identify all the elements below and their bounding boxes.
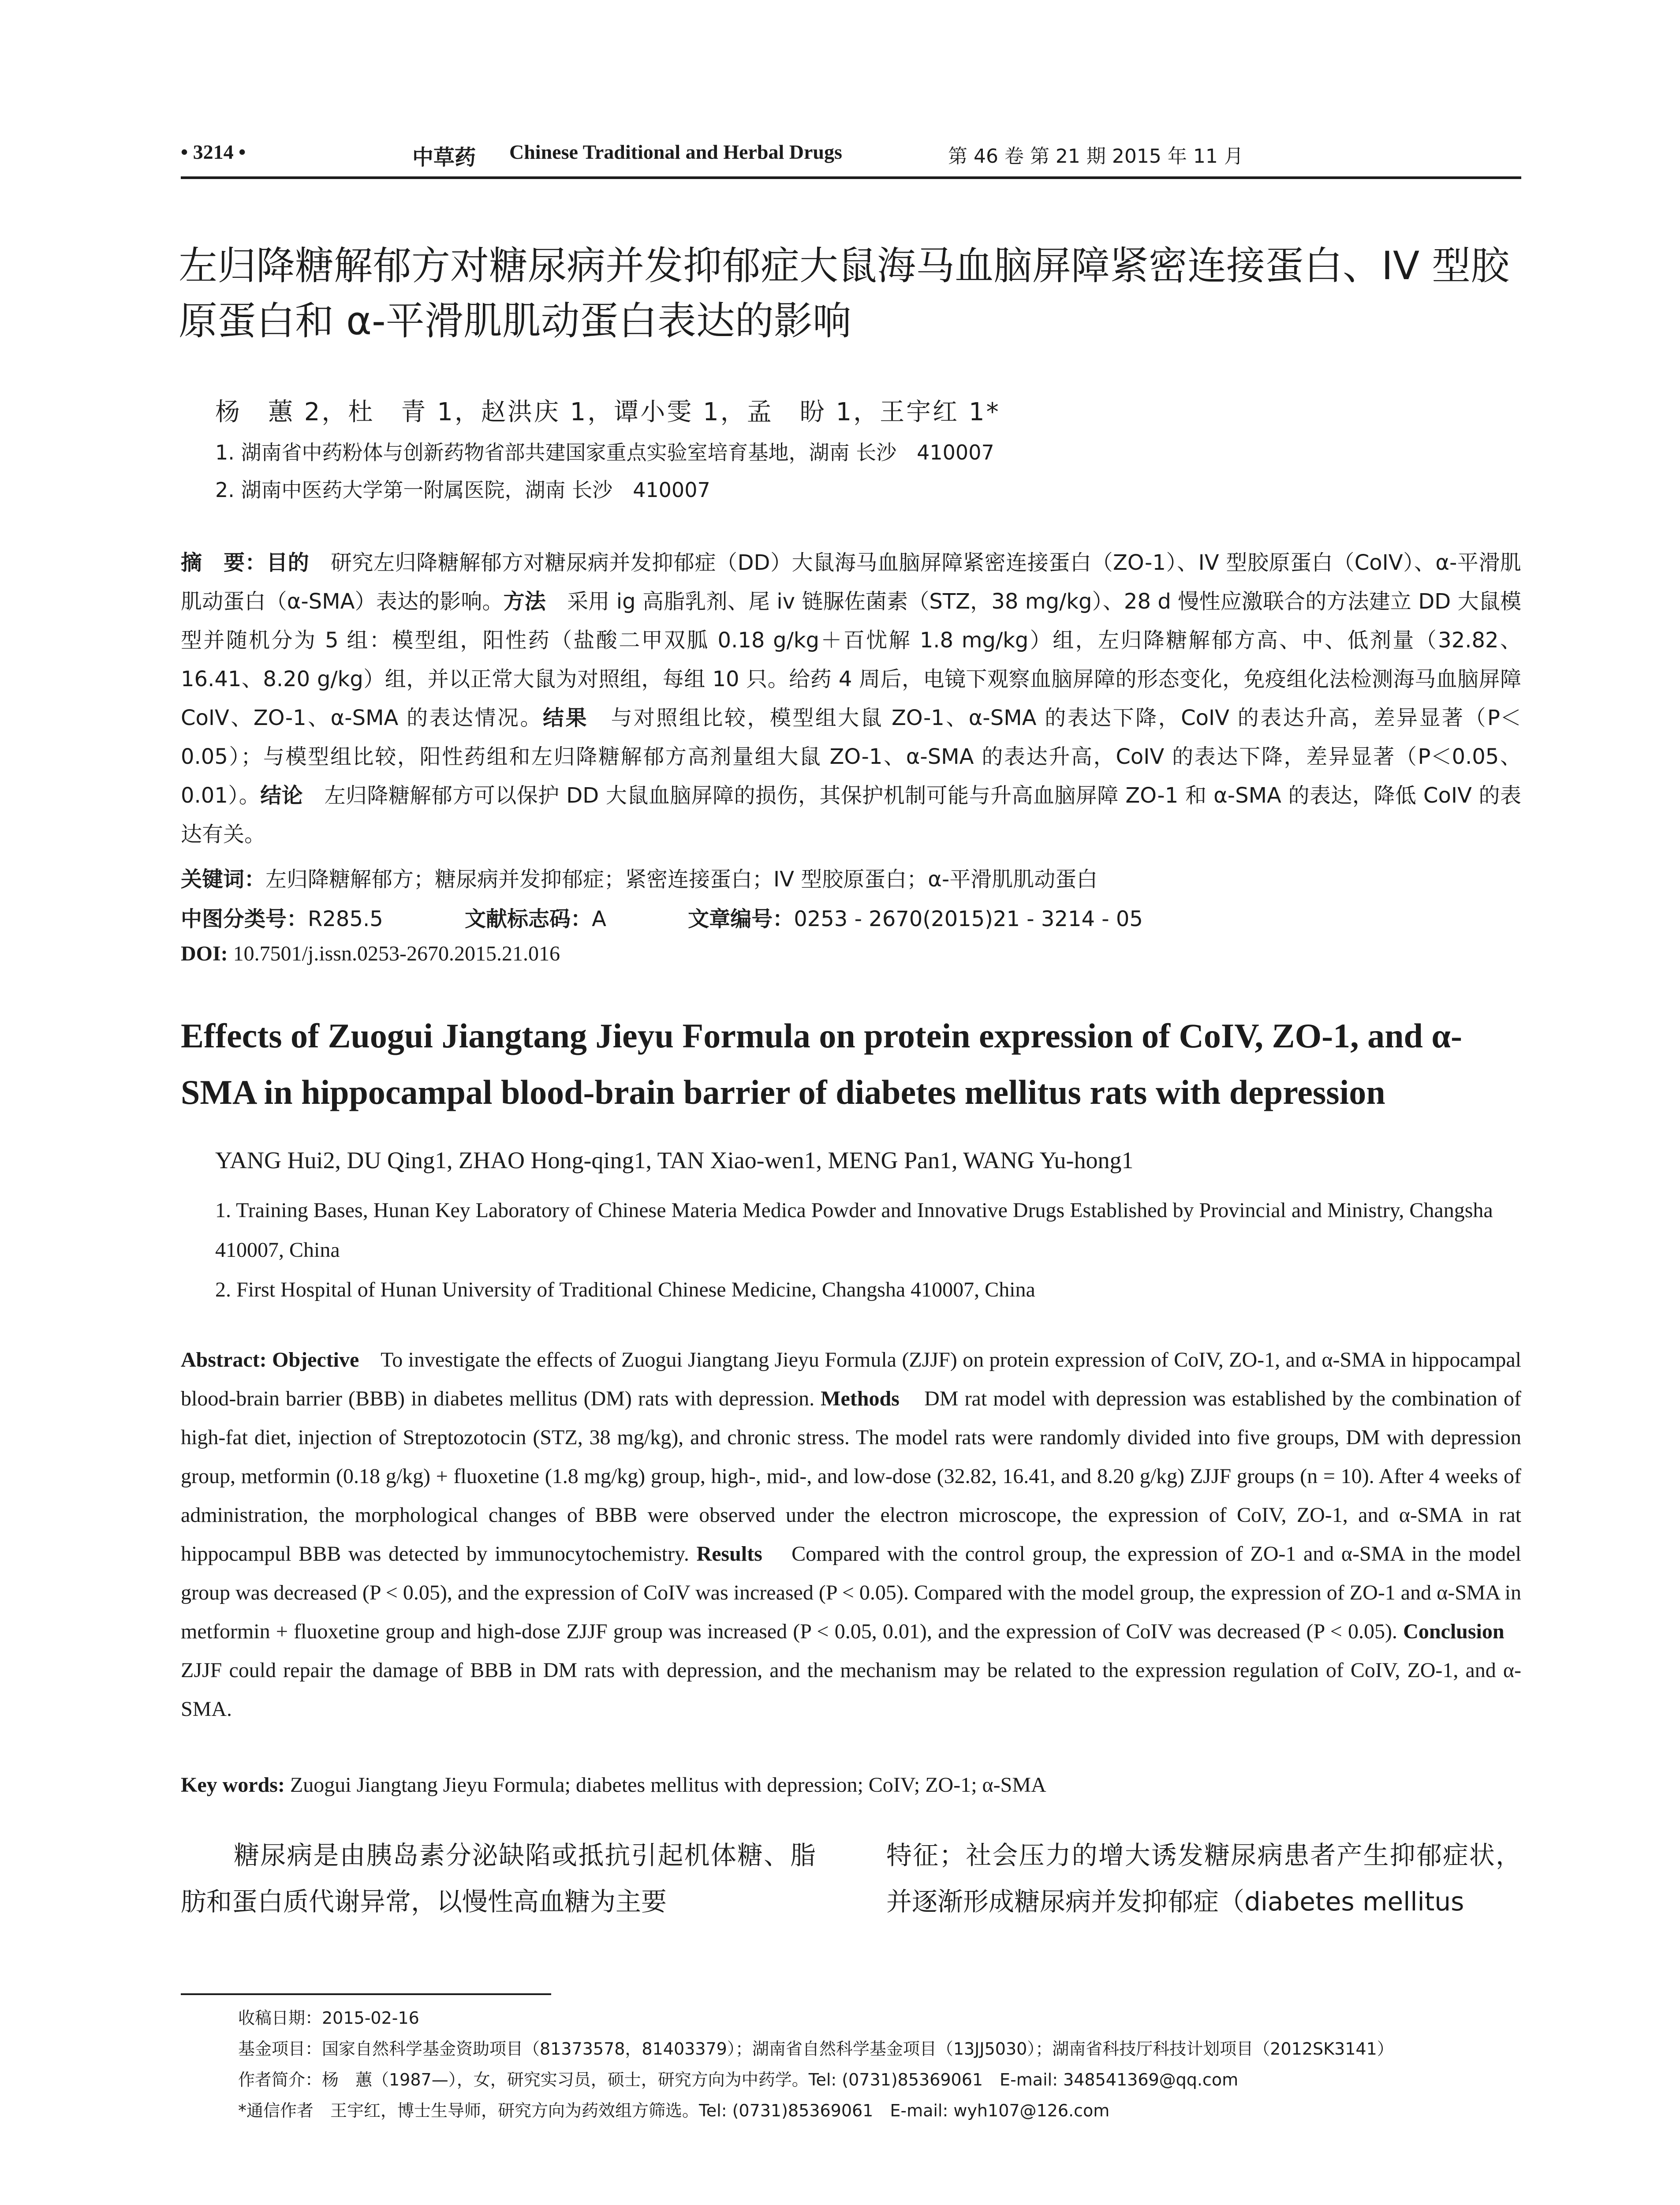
body-column-right: 特征；社会压力的增大诱发糖尿病患者产生抑郁症状，并逐渐形成糖尿病并发抑郁症（diabetes mellitus — [886, 1840, 1521, 1917]
abstract-english — [181, 1341, 1521, 1729]
results-en-text: Compared with the control group, the expression of ZO-1 and α-SMA in the model group was decreased (P < 0.05), and the expression of CoIV was increased (P < 0.05). Compared with the model group, the expression of ZO-1 and α-SMA in metformin + fluoxetine group and high-dose ZJJF group was increased (P < 0.05, 0.01), and the expression of CoIV was decreased (P < 0.05). — [181, 1542, 1522, 1643]
classification-line — [181, 902, 1143, 932]
keywords-en-label: Key words: — [181, 1773, 290, 1797]
clc-value: R285.5 — [308, 907, 383, 931]
footnote-author: 作者简介：杨 蕙（1987—），女，研究实习员，硕士，研究方向为中药学。Tel: (0731)85369061 E-mail: 348541369@qq.com — [238, 2070, 1239, 2089]
abstract-en-label: Abstract: — [181, 1348, 273, 1372]
results-en-label: Results — [696, 1542, 762, 1566]
objective-label: 目的 — [266, 550, 310, 575]
methods-en-label: Methods — [821, 1387, 900, 1410]
methods-text: 采用 ig 高脂乳剂、尾 iv 链脲佐菌素（STZ，38 mg/kg）、28 d 慢性应激联合的方法建立 DD 大鼠模型并随机分为 5 组：模型组，阳性药（盐酸二甲双胍 0.18 g/kg＋百忧解 1.8 mg/kg）组，左归降糖解郁方高、中、低剂量（32.82、16.41、8.20 g/kg）组，并以正常大鼠为对照组，每组 10 只。给药 4 周后，电镜下观察血脑屏障的形态变化，免疫组化法检测海马血脑屏障 CoIV、ZO-1、α-SMA 的表达情况。 — [181, 589, 1521, 730]
conclusion-text: 左归降糖解郁方可以保护 DD 大鼠血脑屏障的损伤，其保护机制可能与升高血脑屏障 ZO-1 和 α-SMA 的表达，降低 CoIV 的表达有关。 — [181, 783, 1521, 847]
doi-label: DOI: — [181, 942, 228, 965]
article-no-label: 文章编号： — [688, 907, 794, 931]
article-no-value: 0253 - 2670(2015)21 - 3214 - 05 — [794, 907, 1143, 931]
header-rule — [181, 176, 1521, 179]
journal-name-cn: 中草药 — [412, 145, 476, 170]
conclusion-en-text: ZJJF could repair the damage of BBB in DM rats with depression, and the mechanism may be related to the expression regulation of CoIV, ZO-1, and α-SMA. — [181, 1659, 1521, 1721]
doc-code-value: A — [592, 907, 606, 931]
affiliation-zh-2: 2. 湖南中医药大学第一附属医院，湖南 长沙 410007 — [215, 478, 710, 502]
journal-name-en: Chinese Traditional and Herbal Drugs — [509, 141, 842, 163]
abstract-chinese — [181, 543, 1521, 854]
body-column-left: 糖尿病是由胰岛素分泌缺陷或抵抗引起机体糖、脂肪和蛋白质代谢异常，以慢性高血糖为主要 — [181, 1840, 816, 1917]
objective-text: 研究左归降糖解郁方对糖尿病并发抑郁症（DD）大鼠海马血脑屏障紧密连接蛋白（ZO-1）、IV 型胶原蛋白（CoIV）、α-平滑肌肌动蛋白（α-SMA）表达的影响。 — [181, 550, 1521, 614]
keywords-chinese — [181, 862, 1098, 893]
authors-english: YANG Hui2, DU Qing1, ZHAO Hong-qing1, TAN Xiao-wen1, MENG Pan1, WANG Yu-hong1 — [215, 1147, 1134, 1174]
conclusion-label: 结论 — [260, 783, 303, 808]
keywords-label: 关键词： — [181, 867, 266, 892]
objective-en-label: Objective — [272, 1348, 359, 1372]
page-number: • 3214 • — [181, 141, 246, 163]
methods-en-text: DM rat model with depression was established by the combination of high-fat diet, injection of Streptozotocin (STZ, 38 mg/kg), and chronic stress. The model rats were randomly divided into five groups, DM with depression group, metformin (0.18 g/kg) + fluoxetine (1.8 mg/kg) group, high-, mid-, and low-dose (32.82, 16.41, and 8.20 g/kg) ZJJF groups (n = 10). After 4 weeks of administration, the morphological changes of BBB were observed under the electron microscope, the expression of CoIV, ZO-1, and α-SMA in rat hippocampul BBB was detected by immunocytochemistry. — [181, 1387, 1521, 1566]
keywords-en-text: Zuogui Jiangtang Jieyu Formula; diabetes mellitus with depression; CoIV; ZO-1; α-SMA — [290, 1773, 1046, 1797]
clc-label: 中图分类号： — [181, 907, 308, 931]
keywords-text: 左归降糖解郁方；糖尿病并发抑郁症；紧密连接蛋白；IV 型胶原蛋白；α-平滑肌肌动蛋白 — [265, 867, 1098, 892]
affiliation-en-1: 1. Training Bases, Hunan Key Laboratory of Chinese Materia Medica Powder and Innovative Drugs Established by Provincial and Ministry, Changsha 410007, China — [215, 1199, 1493, 1262]
results-label: 结果 — [542, 706, 588, 730]
objective-en-text: To investigate the effects of Zuogui Jiangtang Jieyu Formula (ZJJF) on protein expression of CoIV, ZO-1, and α-SMA in hippocampal blood-brain barrier (BBB) in diabetes mellitus (DM) rats with depression. — [181, 1348, 1521, 1410]
footnote-received: 收稿日期：2015-02-16 — [238, 2008, 419, 2028]
results-text: 与对照组比较，模型组大鼠 ZO-1、α-SMA 的表达下降，CoIV 的表达升高，差异显著（P＜0.05）；与模型组比较，阳性药组和左归降糖解郁方高剂量组大鼠 ZO-1、α-SMA 的表达升高，CoIV 的表达下降，差异显著（P＜0.05、0.01）。 — [181, 706, 1521, 808]
issue-info: 第 46 卷 第 21 期 2015 年 11 月 — [948, 145, 1243, 168]
title-chinese: 左归降糖解郁方对糖尿病并发抑郁症大鼠海马血脑屏障紧密连接蛋白、IV 型胶原蛋白和 α-平滑肌肌动蛋白表达的影响 — [179, 243, 1510, 344]
affiliation-zh-1: 1. 湖南省中药粉体与创新药物省部共建国家重点实验室培育基地，湖南 长沙 410007 — [215, 441, 994, 464]
methods-label: 方法 — [503, 589, 546, 614]
authors-chinese: 杨 蕙 2，杜 青 1，赵洪庆 1，谭小雯 1，孟 盼 1，王宇红 1* — [215, 398, 1001, 426]
doi-line — [181, 942, 560, 966]
conclusion-en-label: Conclusion — [1403, 1620, 1505, 1643]
affiliation-en-2: 2. First Hospital of Hunan University of Traditional Chinese Medicine, Changsha 410007, China — [215, 1278, 1035, 1301]
title-english: Effects of Zuogui Jiangtang Jieyu Formula on protein expression of CoIV, ZO-1, and α-SMA in hippocampal blood-brain barrier of diabetes mellitus rats with depression — [181, 1017, 1462, 1111]
running-header — [181, 140, 1521, 176]
footnote-rule — [181, 1993, 551, 1995]
doi-value: 10.7501/j.issn.0253-2670.2015.21.016 — [233, 942, 560, 965]
doc-code-label: 文献标志码： — [465, 907, 592, 931]
footnote-corresponding: *通信作者 王宇红，博士生导师，研究方向为药效组方筛选。Tel: (0731)85369061 E-mail: wyh107@126.com — [238, 2101, 1110, 2120]
keywords-english — [181, 1773, 1046, 1797]
abstract-label: 摘 要： — [181, 550, 267, 575]
footnote-fund: 基金项目：国家自然科学基金资助项目（81373578，81403379）；湖南省自然科学基金项目（13JJ5030）；湖南省科技厅科技计划项目（2012SK3141） — [238, 2039, 1394, 2059]
